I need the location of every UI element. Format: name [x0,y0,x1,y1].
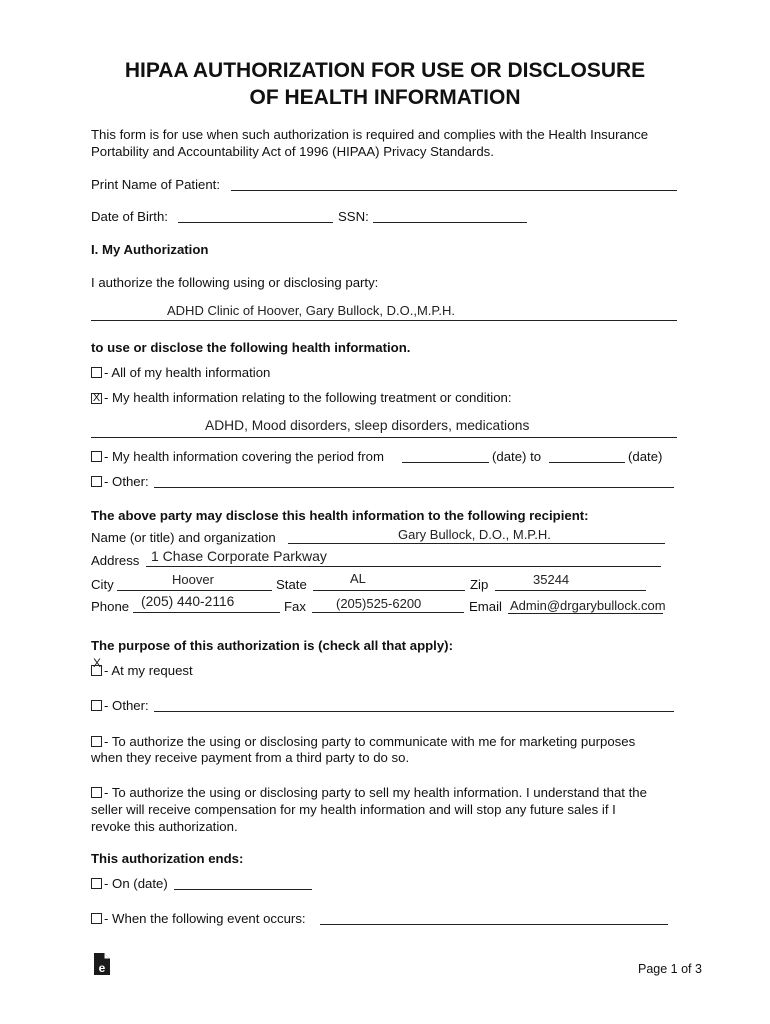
address-value[interactable]: 1 Chase Corporate Parkway [151,548,327,564]
fax-label: Fax [284,599,306,614]
recipient-name-value[interactable]: Gary Bullock, D.O., M.P.H. [398,527,551,542]
ssn-label: SSN: [338,209,369,224]
end-date-checkbox[interactable] [91,878,102,889]
sell-info-checkbox[interactable] [91,787,102,798]
email-label: Email [469,599,502,614]
state-field [313,590,465,591]
period-end-field[interactable] [549,462,625,463]
authorize-party-text: I authorize the following using or disclosing party: [91,275,379,290]
marketing-text-line1: - To authorize the using or disclosing party to communicate with me for marketing purposes [104,734,636,749]
recipient-name-label: Name (or title) and organization [91,530,276,545]
email-value[interactable]: Admin@drgarybullock.com [510,598,666,613]
email-field [508,613,663,614]
purpose-heading: The purpose of this authorization is (check all that apply): [91,638,453,653]
purpose-other-label: - Other: [104,698,149,713]
disclosing-party-value[interactable]: ADHD Clinic of Hoover, Gary Bullock, D.O.,M.P.H. [167,303,456,318]
section-my-authorization-heading: I. My Authorization [91,242,209,257]
all-info-label: - All of my health information [104,365,271,380]
phone-label: Phone [91,599,130,614]
eforms-logo-icon [93,952,111,976]
city-value[interactable]: Hoover [172,572,214,587]
end-date-field[interactable] [174,889,312,890]
dob-field[interactable] [178,222,333,223]
at-request-label: - At my request [104,663,193,678]
ssn-field[interactable] [373,222,527,223]
period-start-field[interactable] [402,462,489,463]
period-checkbox[interactable] [91,451,102,462]
zip-value[interactable]: 35244 [533,572,570,587]
zip-field [495,590,646,591]
form-title-line2: OF HEALTH INFORMATION [249,86,521,109]
intro-text-line1: This form is for use when such authorization is required and complies with the Health Insurance [91,127,649,142]
condition-field [91,437,677,438]
zip-label: Zip [470,577,489,592]
state-label: State [276,577,307,592]
all-info-checkbox[interactable] [91,367,102,378]
city-label: City [91,577,114,592]
end-date-label: - On (date) [104,876,168,891]
address-label: Address [91,553,140,568]
at-request-check-mark: X [93,656,102,670]
sell-info-text-line2: seller will receive compensation for my health information and will stop any future sales if I [91,802,616,817]
form-title-line1: HIPAA AUTHORIZATION FOR USE OR DISCLOSURE [124,59,646,82]
address-field [146,566,661,567]
condition-label: - My health information relating to the following treatment or condition: [104,390,512,405]
state-value[interactable]: AL [350,571,366,586]
other-info-label: - Other: [104,474,149,489]
end-event-label: - When the following event occurs: [104,911,306,926]
sell-info-text-line3: revoke this authorization. [91,819,238,834]
phone-field [133,612,280,613]
patient-name-label: Print Name of Patient: [91,177,221,192]
period-date-label-1: (date) to [492,449,542,464]
purpose-other-field[interactable] [154,711,674,712]
fax-field [312,612,464,613]
period-date-label-2: (date) [628,449,663,464]
end-event-checkbox[interactable] [91,913,102,924]
end-event-field[interactable] [320,924,668,925]
other-info-field[interactable] [154,487,674,488]
page-number: Page 1 of 3 [638,962,702,976]
other-info-checkbox[interactable] [91,476,102,487]
marketing-text-line2: when they receive payment from a third party to do so. [91,750,410,765]
fax-value[interactable]: (205)525-6200 [336,596,422,611]
phone-value[interactable]: (205) 440-2116 [141,594,235,609]
disclosure-heading: to use or disclose the following health information. [91,340,411,355]
marketing-checkbox[interactable] [91,736,102,747]
recipient-heading: The above party may disclose this health information to the following recipient: [91,508,589,523]
condition-value[interactable]: ADHD, Mood disorders, sleep disorders, medications [205,418,530,433]
patient-name-field[interactable] [231,190,677,191]
svg-text:e: e [98,961,106,975]
period-label: - My health information covering the period from [104,449,384,464]
sell-info-text-line1: - To authorize the using or disclosing party to sell my health information. I understand that the [104,785,647,800]
condition-checkbox[interactable]: X [92,392,101,404]
disclosing-party-field [91,320,677,321]
intro-text-line2: Portability and Accountability Act of 1996 (HIPAA) Privacy Standards. [91,144,494,159]
city-field [117,590,272,591]
authorization-ends-heading: This authorization ends: [91,851,244,866]
dob-label: Date of Birth: [91,209,168,224]
purpose-other-checkbox[interactable] [91,700,102,711]
recipient-name-field [288,543,665,544]
